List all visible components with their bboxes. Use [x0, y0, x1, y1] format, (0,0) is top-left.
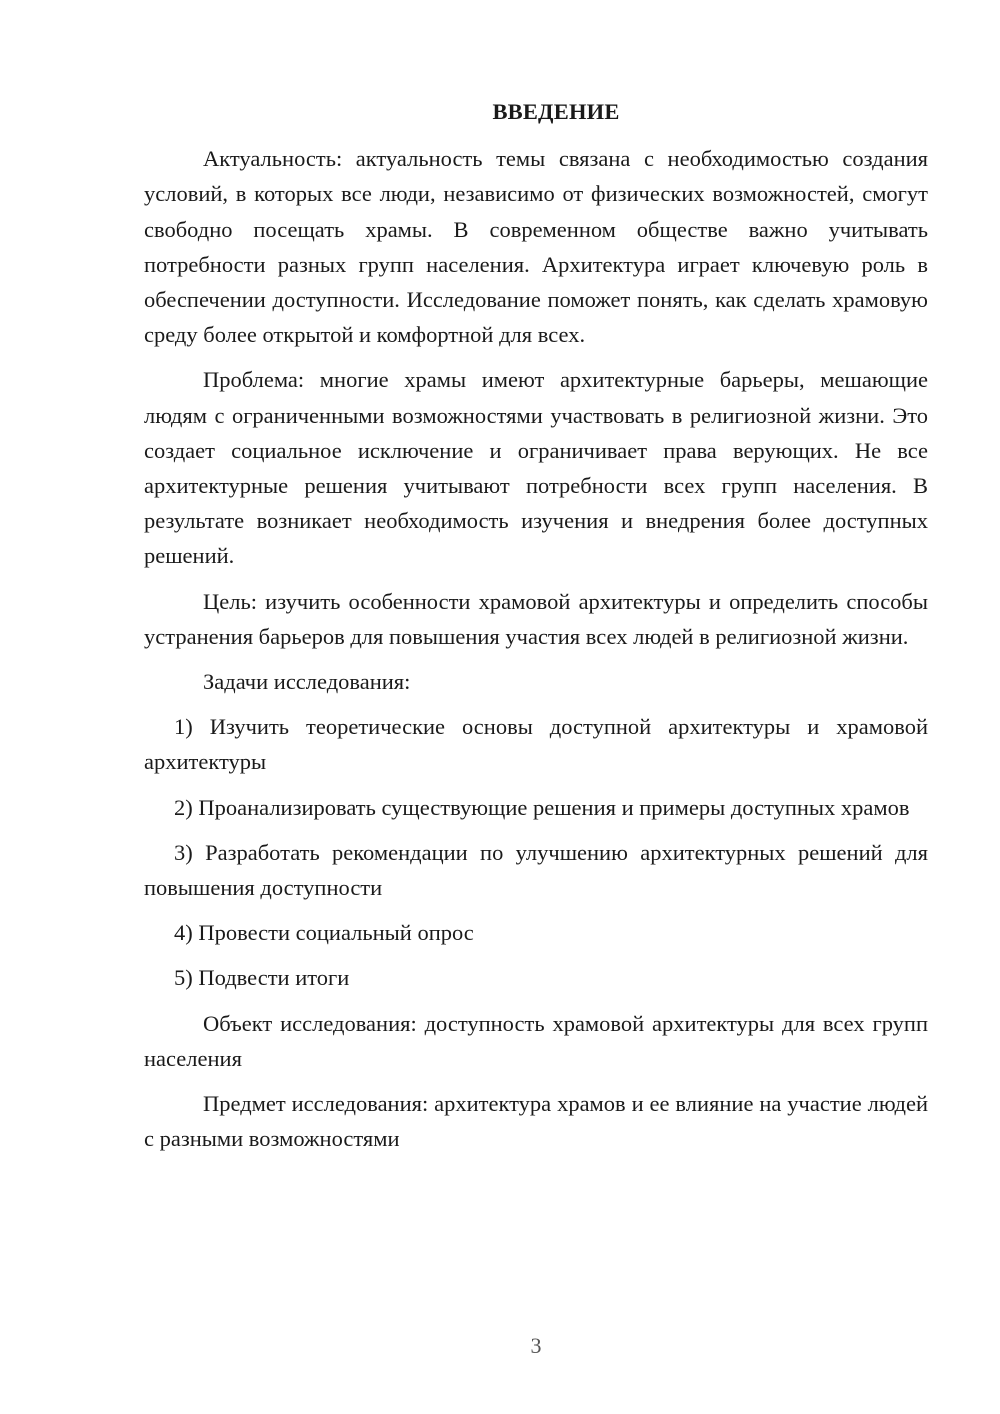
- page-content: [144, 94, 928, 1166]
- goal-paragraph: Цель: изучить особенности храмовой архитектуры и определить способы устранения барьеров для повышения участия всех людей в религиозной жизни.: [144, 588, 928, 649]
- tasks-heading: Задачи исследования:: [203, 669, 411, 695]
- subject-paragraph: Предмет исследования: архитектура храмов и ее влияние на участие людей с разными возможностями: [144, 1091, 928, 1152]
- task-item: 2) Проанализировать существующие решения и примеры доступных храмов: [174, 794, 910, 820]
- task-item: 3) Разработать рекомендации по улучшению архитектурных решений для повышения доступности: [144, 839, 928, 901]
- page-number: 3: [530, 1333, 542, 1358]
- problem-paragraph: Проблема: многие храмы имеют архитектурные барьеры, мешающие людям с ограниченными возможностями участвовать в религиозной жизни. Это создает социальное исключение и ограничивает права верующих. Не все архитектурные решения учитывают потребности всех групп населения. В результате возникает необходимость изучения и внедрения более доступных решений.: [144, 367, 928, 569]
- task-item: 1) Изучить теоретические основы доступной архитектуры и храмовой архитектуры: [144, 714, 928, 775]
- task-item: 4) Провести социальный опрос: [174, 920, 474, 946]
- object-paragraph: Объект исследования: доступность храмовой архитектуры для всех групп населения: [144, 1010, 928, 1071]
- relevance-paragraph: Актуальность: актуальность темы связана с необходимостью создания условий, в которых все люди, независимо от физических возможностей, смогут свободно посещать храмы. В современном обществе важно учитывать потребности разных групп населения. Архитектура играет ключевую роль в обеспечении доступности. Исследование поможет понять, как сделать храмовую среду более открытой и комфортной для всех.: [144, 146, 928, 348]
- page-title: ВВЕДЕНИЕ: [492, 99, 620, 124]
- task-item: 5) Подвести итоги: [174, 965, 350, 991]
